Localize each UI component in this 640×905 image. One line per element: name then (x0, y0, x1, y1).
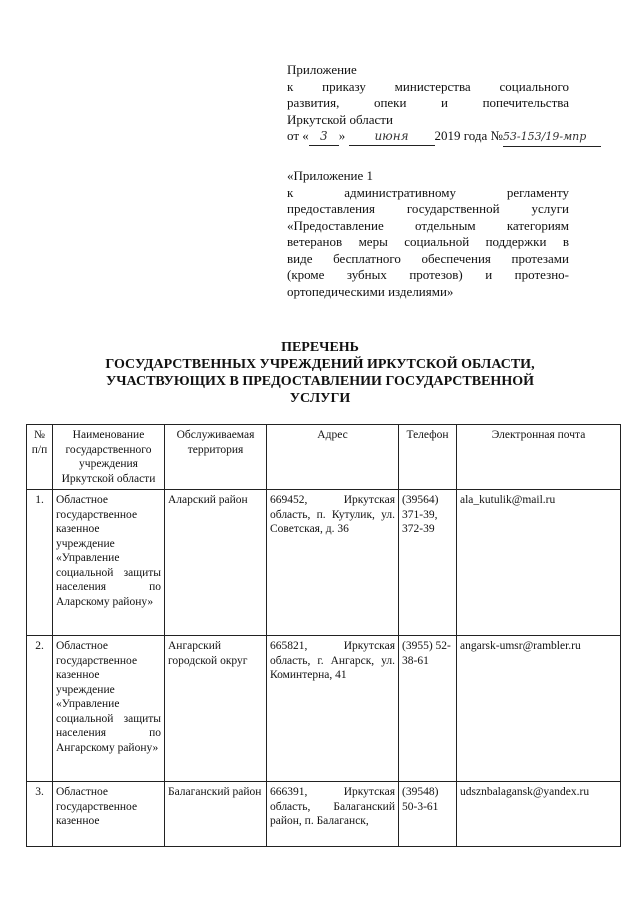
appendix-line: к административному регламенту (287, 184, 569, 200)
institution-address: 666391, Иркутская область, Балаганский район, п. Балаганск, (267, 782, 399, 847)
order-from-prefix: от « (287, 128, 309, 143)
institution-email: angarsk-umsr@rambler.ru (457, 636, 621, 782)
order-day: 3 (319, 129, 328, 143)
appendix-heading: Приложение (287, 62, 357, 77)
table-row (27, 490, 621, 636)
appendix-line: предоставления государственной услуги (287, 201, 569, 216)
row-num: 2. (27, 636, 53, 782)
order-reference (287, 128, 587, 147)
table-row (27, 782, 621, 847)
service-territory: Ангарский городской округ (165, 636, 267, 782)
order-appendix-header (287, 62, 587, 147)
institution-name: Областное государственное казенное учреждение «Управление социальной защиты населения по Ангарскому району» (53, 636, 165, 782)
institution-address: 669452, Иркутская область, п. Кутулик, ул. Советская, д. 36 (267, 490, 399, 636)
institution-phone: (3955) 52-38-61 (399, 636, 457, 782)
header-line: Иркутской области (287, 111, 393, 127)
regulation-appendix-header (287, 168, 569, 300)
appendix-line: «Предоставление отдельным категориям (287, 217, 569, 233)
institution-phone: (39548) 50-3-61 (399, 782, 457, 847)
list-title-line: УЧАСТВУЮЩИХ В ПРЕДОСТАВЛЕНИИ ГОСУДАРСТВЕННОЙ (106, 374, 534, 389)
column-header-num: № п/п (27, 425, 53, 490)
column-header-phone: Телефон (399, 425, 457, 490)
order-year: 2019 года № (434, 128, 503, 143)
order-close-quote: » (338, 128, 346, 143)
column-header-address: Адрес (267, 425, 399, 490)
list-title-line: ПЕРЕЧЕНЬ (281, 340, 359, 355)
institution-name: Областное государственное казенное учреждение «Управление социальной защиты населения по Аларскому району» (53, 490, 165, 636)
appendix-line: ветеранов меры социальной поддержки в (287, 234, 569, 249)
appendix-1-heading: «Приложение 1 (287, 168, 374, 183)
appendix-line: виде бесплатного обеспечения протезами (287, 250, 569, 266)
column-header-email: Электронная почта (457, 425, 621, 490)
institutions-table (26, 424, 621, 847)
row-num: 3. (27, 782, 53, 847)
order-month: июня (374, 129, 409, 143)
header-line: развития, опеки и попечительства (287, 95, 569, 110)
row-num: 1. (27, 490, 53, 636)
list-title (20, 339, 620, 407)
institution-phone: (39564) 371-39, 372-39 (399, 490, 457, 636)
list-title-line: ГОСУДАРСТВЕННЫХ УЧРЕЖДЕНИЙ ИРКУТСКОЙ ОБЛАСТИ, (105, 357, 535, 372)
table-row (27, 636, 621, 782)
institution-email: udsznbalagansk@yandex.ru (457, 782, 621, 847)
order-number: 53-153/19-мпр (502, 130, 587, 143)
header-line: к приказу министерства социального (287, 78, 569, 94)
appendix-line: (кроме зубных протезов) и протезно- (287, 267, 569, 282)
institution-address: 665821, Иркутская область, г. Ангарск, ул. Коминтерна, 41 (267, 636, 399, 782)
appendix-line: ортопедическими изделиями» (287, 283, 454, 299)
column-header-name: Наименование государственного учреждения Иркутской области (53, 425, 165, 490)
column-header-territory: Обслуживаемая территория (165, 425, 267, 490)
service-territory: Балаганский район (165, 782, 267, 847)
table-header-row (27, 425, 621, 490)
institution-email: ala_kutulik@mail.ru (457, 490, 621, 636)
list-title-line: УСЛУГИ (289, 391, 351, 406)
institution-name: Областное государственное казенное (53, 782, 165, 847)
service-territory: Аларский район (165, 490, 267, 636)
